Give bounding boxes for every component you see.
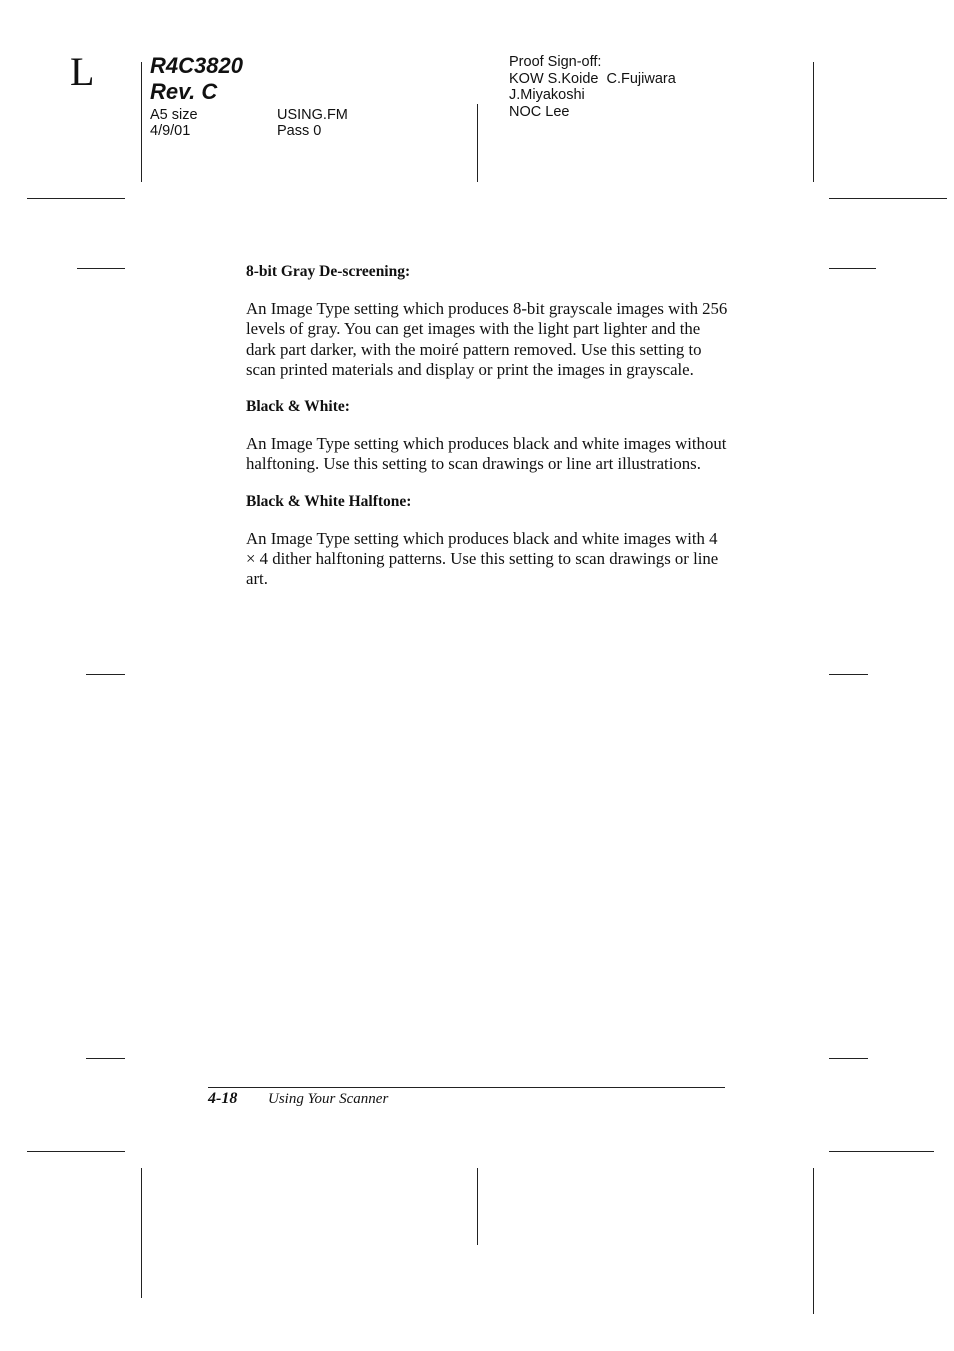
crop-mark-top-left-horizontal (27, 198, 125, 199)
glossary-entry (246, 492, 728, 590)
trim-mark-left-lower (86, 1058, 125, 1059)
crop-mark-bottom-center-vertical (477, 1168, 478, 1245)
product-revision: Rev. C (150, 79, 218, 104)
proof-line: NOC Lee (509, 103, 570, 120)
crop-mark-top-right-vertical (813, 62, 814, 182)
glossary-entry (246, 262, 728, 380)
product-code-line1: R4C3820 (150, 53, 243, 78)
proof-signoff (509, 54, 676, 120)
left-page-letter: L (70, 49, 95, 94)
glossary-entry (246, 397, 728, 475)
entry-body: An Image Type setting which produces black and white images without halftoning. Use this setting to scan drawings or line art illustrations. (246, 434, 727, 474)
crop-mark-bottom-left-vertical (141, 1168, 142, 1298)
trim-mark-left-middle (86, 674, 125, 675)
trim-mark-right-upper (829, 268, 876, 269)
pass-number: Pass 0 (277, 123, 322, 139)
footer-rule (208, 1087, 725, 1088)
crop-mark-bottom-left-horizontal (27, 1151, 125, 1152)
page-number: 4-18 (208, 1090, 238, 1107)
crop-mark-top-left-vertical (141, 62, 142, 182)
entry-body: An Image Type setting which produces 8-bit grayscale images with 256 levels of gray. You can get images with the light part lighter and the dark part darker, with the moiré pattern removed. Use this setting to scan printed materials and display or print the images in grayscale. (246, 299, 728, 379)
proof-line: Proof Sign-off: (509, 54, 602, 70)
paper-size: A5 size (150, 107, 198, 123)
crop-mark-top-right-horizontal (829, 198, 947, 199)
proof-line: J.Miyakoshi (509, 87, 585, 103)
entry-heading: Black & White: (246, 398, 350, 416)
glossary-content (246, 262, 728, 607)
crop-mark-top-center-vertical (477, 104, 478, 182)
trim-mark-right-lower (829, 1058, 868, 1059)
entry-heading: 8-bit Gray De-screening: (246, 263, 411, 280)
entry-heading: Black & White Halftone: (246, 492, 412, 510)
file-name: USING.FM (277, 107, 348, 123)
trim-mark-right-middle (829, 674, 868, 675)
print-date: 4/9/01 (150, 123, 191, 139)
crop-mark-bottom-right-horizontal (829, 1151, 934, 1152)
proof-line: KOW S.Koide C.Fujiwara (509, 70, 676, 87)
trim-mark-left-upper (77, 268, 125, 269)
crop-mark-bottom-right-vertical (813, 1168, 814, 1314)
chapter-title: Using Your Scanner (268, 1091, 389, 1107)
entry-body: An Image Type setting which produces black and white images with 4 × 4 dither halftoning patterns. Use this setting to scan drawings or line art. (246, 528, 719, 589)
product-code (150, 53, 243, 105)
